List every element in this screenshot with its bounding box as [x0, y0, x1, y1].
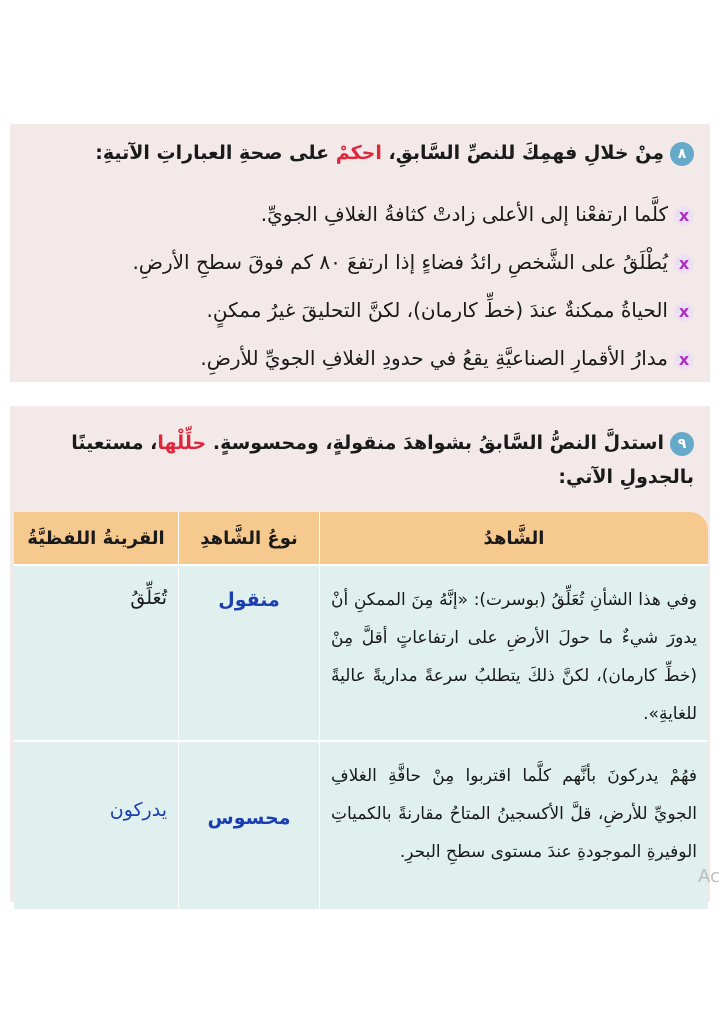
- header-evidence-type: نوعُ الشَّاهدِ: [179, 512, 320, 565]
- keyword-value: يدركون: [109, 799, 167, 821]
- statement-text: مدارُ الأقمارِ الصناعيَّةِ يقعُ في حدودِ الغلافِ الجويِّ للأرضِ.: [200, 346, 668, 370]
- question-8-number: ٨: [670, 142, 694, 166]
- false-mark-icon: x: [674, 350, 694, 370]
- watermark-text: Ac: [698, 866, 720, 887]
- keyword-cell: [14, 741, 179, 909]
- question-9-intro: استدلَّ النصُّ السَّابقُ بشواهدَ منقولةٍ، ومحسوسةٍ.: [206, 432, 664, 454]
- statement-list: [20, 190, 694, 382]
- header-keyword: القرينةُ اللفظيَّةُ: [14, 512, 179, 565]
- false-mark-icon: x: [674, 254, 694, 274]
- statement-text: كلَّما ارتفعْنا إلى الأعلى زادتْ كثافةُ الغلافِ الجويِّ.: [260, 202, 668, 226]
- table-header-row: [14, 512, 708, 565]
- evidence-type-value: منقول: [218, 589, 280, 611]
- question-9-emphasis: حلِّلْها: [157, 432, 207, 454]
- statement-item: [20, 286, 694, 334]
- keyword-value: تُعَلِّقُ: [130, 587, 167, 609]
- header-evidence: الشَّاهدُ: [320, 512, 709, 565]
- statement-text: يُطْلَقُ على الشَّخصِ رائدُ فضاءٍ إذا ارتفعَ ٨٠ كم فوقَ سطحِ الأرضِ.: [132, 250, 668, 274]
- statement-text: الحياةُ ممكنةٌ عندَ (خطِّ كارمان)، لكنَّ التحليقَ غيرُ ممكنٍ.: [206, 298, 668, 322]
- evidence-cell: [320, 741, 709, 909]
- evidence-table: [14, 512, 708, 909]
- question-9-panel: [10, 406, 710, 902]
- statement-item: [20, 190, 694, 238]
- table-row: [14, 741, 708, 909]
- question-8-panel: [10, 124, 710, 382]
- evidence-cell: [320, 565, 709, 741]
- question-9-heading: [24, 426, 694, 494]
- question-8-heading: [24, 136, 694, 170]
- question-9-number: ٩: [670, 432, 694, 456]
- false-mark-icon: x: [674, 206, 694, 226]
- type-cell: [179, 565, 320, 741]
- question-9-rest: ، مستعينًا بالجدولِ الآتي:: [71, 432, 694, 488]
- question-8-rest: على صحةِ العباراتِ الآتيةِ:: [95, 142, 336, 164]
- question-8-intro: مِنْ خلالِ فهمِكَ للنصِّ السَّابقِ،: [381, 142, 664, 164]
- statement-item: [20, 238, 694, 286]
- question-8-emphasis: احكمْ: [335, 142, 382, 164]
- type-cell: [179, 741, 320, 909]
- evidence-text: وفي هذا الشأنِ تُعَلِّقُ (بوسرت): «إنَّهُ مِنَ الممكنِ أنْ يدورَ شيءٌ ما حولَ الأرضِ على ارتفاعاتٍ أقلَّ مِنْ (خطِّ كارمان)، لكنَّ ذلكَ يتطلبُ سرعةً مداريةً عاليةً للغايةِ».: [331, 590, 697, 724]
- table-row: [14, 565, 708, 741]
- evidence-text: فهُمْ يدركونَ بأنَّهم كلَّما اقتربوا مِنْ حافَّةِ الغلافِ الجويِّ للأرضِ، قلَّ الأكسجينُ المتاحُ مقارنةً بالكمياتِ الوفيرةِ الموجودةِ عندَ مستوى سطحِ البحرِ.: [331, 766, 697, 862]
- evidence-type-value: محسوس: [207, 807, 291, 829]
- statement-item: [20, 334, 694, 382]
- keyword-cell: [14, 565, 179, 741]
- false-mark-icon: x: [674, 302, 694, 322]
